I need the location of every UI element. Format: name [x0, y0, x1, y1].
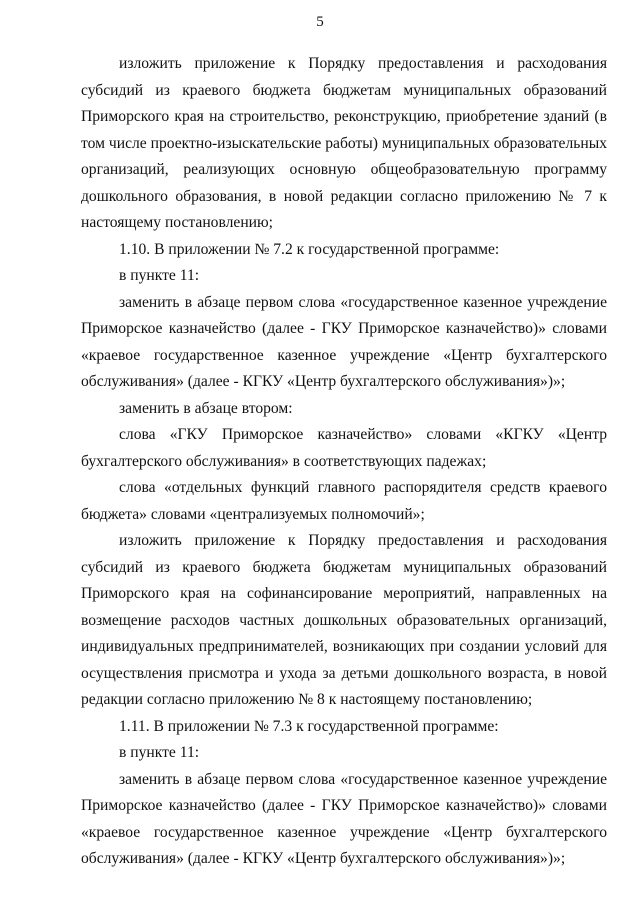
- document-body: [81, 51, 607, 873]
- paragraph-replace-second-abzac: заменить в абзаце втором:: [119, 399, 293, 417]
- paragraph-words-gku: слова «ГКУ Приморское казначейство» словами «КГКУ «Центр бухгалтерского обслуживания» в соответствующих падежах;: [81, 426, 607, 470]
- paragraph-replace-first-abzac-second: заменить в абзаце первом слова «государственное казенное учреждение Приморское казначейство (далее - ГКУ Приморское казначейство)» словами «краевое государственное казенное учреждение «Центр бухгалтерского обслуживания» (далее - КГКУ «Центр бухгалтерского обслуживания»)»;: [81, 770, 607, 867]
- paragraph-clause-11-second: в пункте 11:: [119, 744, 200, 761]
- paragraph-replace-appendix-8: изложить приложение к Порядку предоставления и расходования субсидий из краевого бюджета бюджетам муниципальных образований Приморского края на софинансирование мероприятий, направленных на возмещение расходов частных дошкольных образовательных организаций, индивидуальных предпринимателей, возникающих при создании условий для осуществления присмотра и ухода за детьми дошкольного возраста, в новой редакции согласно приложению № 8 к настоящему постановлению;: [81, 532, 607, 708]
- page-number: 5: [316, 14, 324, 30]
- paragraph-replace-first-abzac: заменить в абзаце первом слова «государственное казенное учреждение Приморское казначейство (далее - ГКУ Приморское казначейство)» словами «краевое государственное казенное учреждение «Центр бухгалтерского обслуживания» (далее - КГКУ «Центр бухгалтерского обслуживания»)»;: [81, 293, 607, 390]
- paragraph-item-1-10: 1.10. В приложении № 7.2 к государственной программе:: [119, 240, 500, 258]
- paragraph-item-1-11: 1.11. В приложении № 7.3 к государственной программе:: [119, 717, 499, 735]
- paragraph-replace-appendix-7: изложить приложение к Порядку предоставления и расходования субсидий из краевого бюджета бюджетам муниципальных образований Приморского края на строительство, реконструкцию, приобретение зданий (в том числе проектно-изыскательские работы) муниципальных образовательных организаций, реализующих основную общеобразовательную программу дошкольного образования, в новой редакции согласно приложению № 7 к настоящему постановлению;: [81, 55, 607, 231]
- paragraph-words-functions: слова «отдельных функций главного распорядителя средств краевого бюджета» словами «централизуемых полномочий»;: [81, 479, 607, 523]
- paragraph-clause-11: в пункте 11:: [119, 267, 200, 284]
